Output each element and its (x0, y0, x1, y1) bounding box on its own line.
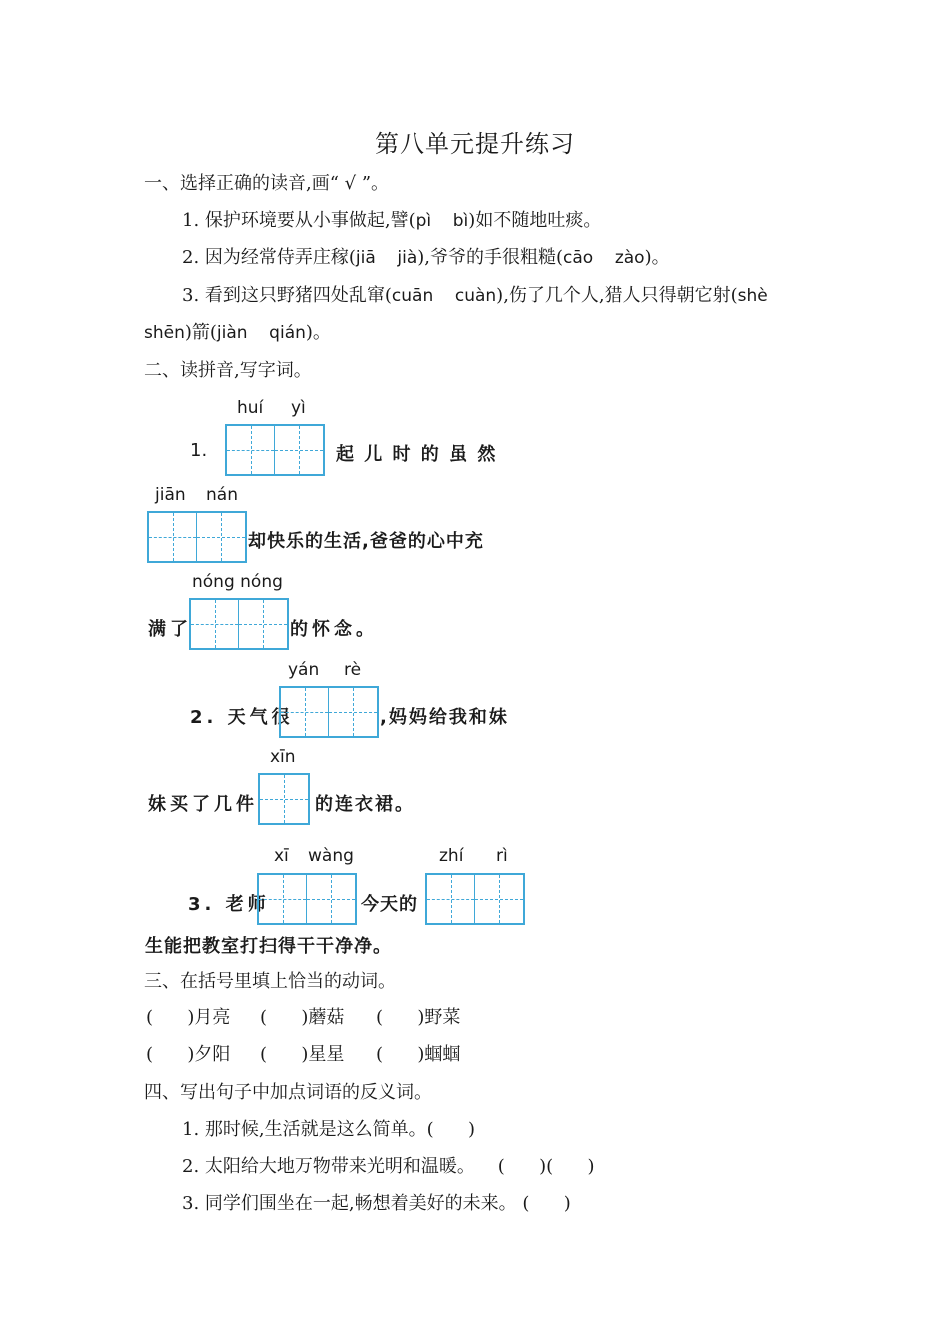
s4-question-2: 2. 太阳给大地万物带来光明和温暖。 ( )( ) (182, 1156, 595, 1177)
pinyin-nongnong: nóng nóng (192, 572, 283, 592)
writing-grid-xin[interactable] (258, 773, 310, 825)
s1-q3-pinyin-3: jiàn qián (216, 323, 306, 343)
p1-text-1: 起 儿 时 的 虽 然 (336, 444, 498, 465)
s3-row-1-item-2: ( )蘑菇 (260, 1007, 345, 1028)
s1-question-1 (182, 209, 601, 233)
pinyin-hui: huí (237, 398, 264, 418)
p1-number: 1. (190, 440, 208, 461)
p3-text-3: 生能把教室打扫得干干净净。 (145, 936, 392, 957)
p3-text-1: 3. 老师 (188, 894, 270, 915)
writing-grid-xiwang[interactable] (257, 873, 357, 925)
pinyin-zhi: zhí (439, 846, 464, 866)
s3-row-1-item-1: ( )月亮 (146, 1007, 231, 1028)
writing-grid-zhiri[interactable] (425, 873, 525, 925)
section-3-heading: 三、在括号里填上恰当的动词。 (144, 971, 396, 992)
s1-question-2 (182, 246, 670, 270)
section-2-heading: 二、读拼音,写字词。 (144, 360, 312, 381)
s3-row-2-item-2: ( )星星 (260, 1044, 345, 1065)
pinyin-nan: nán (206, 485, 238, 505)
p2-text-1: 2. 天气很 (190, 707, 294, 728)
s1-q3-pinyin-1: cuān cuàn (391, 286, 497, 306)
s4-question-3: 3. 同学们围坐在一起,畅想着美好的未来。 ( ) (182, 1193, 571, 1214)
s1-q3-text-a: 3. 看到这只野猪四处乱窜( (182, 285, 392, 306)
page-title: 第八单元提升练习 (375, 130, 575, 158)
writing-grid-huiyi[interactable] (225, 424, 325, 476)
s1-q1-pinyin: pì bì (415, 211, 469, 231)
p3-text-2: 今天的 (361, 894, 418, 915)
pinyin-xin: xīn (270, 747, 296, 767)
pinyin-re: rè (344, 660, 362, 680)
writing-grid-jiannan[interactable] (147, 511, 247, 563)
s1-q1-text-a: 1. 保护环境要从小事做起,譬( (182, 210, 416, 231)
p2-text-4: 的连衣裙。 (315, 794, 415, 815)
s3-row-2-item-3: ( )蝈蝈 (376, 1044, 461, 1065)
p1-text-3b: 的怀念。 (290, 619, 378, 640)
s4-question-1: 1. 那时候,生活就是这么简单。( ) (182, 1119, 475, 1140)
s1-q1-text-b: )如不随地吐痰。 (468, 210, 602, 231)
p2-text-2: ,妈妈给我和妹 (380, 707, 509, 728)
s1-question-3-cont (144, 321, 331, 345)
section-4-heading: 四、写出句子中加点词语的反义词。 (144, 1082, 432, 1103)
pinyin-yi: yì (291, 398, 306, 418)
s1-question-3 (182, 284, 768, 308)
s1-q2-text-a: 2. 因为经常侍弄庄稼( (182, 247, 356, 268)
section-1-heading: 一、选择正确的读音,画“ √ ”。 (144, 173, 390, 194)
p2-text-3: 妹买了几件 (148, 794, 258, 815)
s1-q3-text-e: )。 (305, 322, 331, 343)
writing-grid-nongnong[interactable] (189, 598, 289, 650)
s1-q3-pinyin-2: shè (737, 286, 768, 306)
s1-q2-pinyin-1: jiā jià (355, 248, 418, 268)
pinyin-wang: wàng (308, 846, 354, 866)
pinyin-xi: xī (274, 846, 289, 866)
pinyin-yan: yán (288, 660, 320, 680)
writing-grid-yanre[interactable] (279, 686, 379, 738)
s1-q2-text-c: )。 (644, 247, 670, 268)
s1-q3-text-b: ),伤了几个人,猎人只得朝它射( (496, 285, 738, 306)
s1-q3-text-d: )箭( (184, 322, 217, 343)
s3-row-1-item-3: ( )野菜 (376, 1007, 461, 1028)
p1-text-3a: 满了 (148, 619, 192, 640)
s1-q2-pinyin-2: cāo zào (563, 248, 645, 268)
pinyin-ri: rì (496, 846, 508, 866)
p1-text-2: 却快乐的生活,爸爸的心中充 (248, 531, 484, 552)
pinyin-jian: jiān (155, 485, 186, 505)
s1-q3-pinyin-cont: shēn (144, 323, 185, 343)
s3-row-2-item-1: ( )夕阳 (146, 1044, 231, 1065)
s1-q2-text-b: ),爷爷的手很粗糙( (417, 247, 564, 268)
